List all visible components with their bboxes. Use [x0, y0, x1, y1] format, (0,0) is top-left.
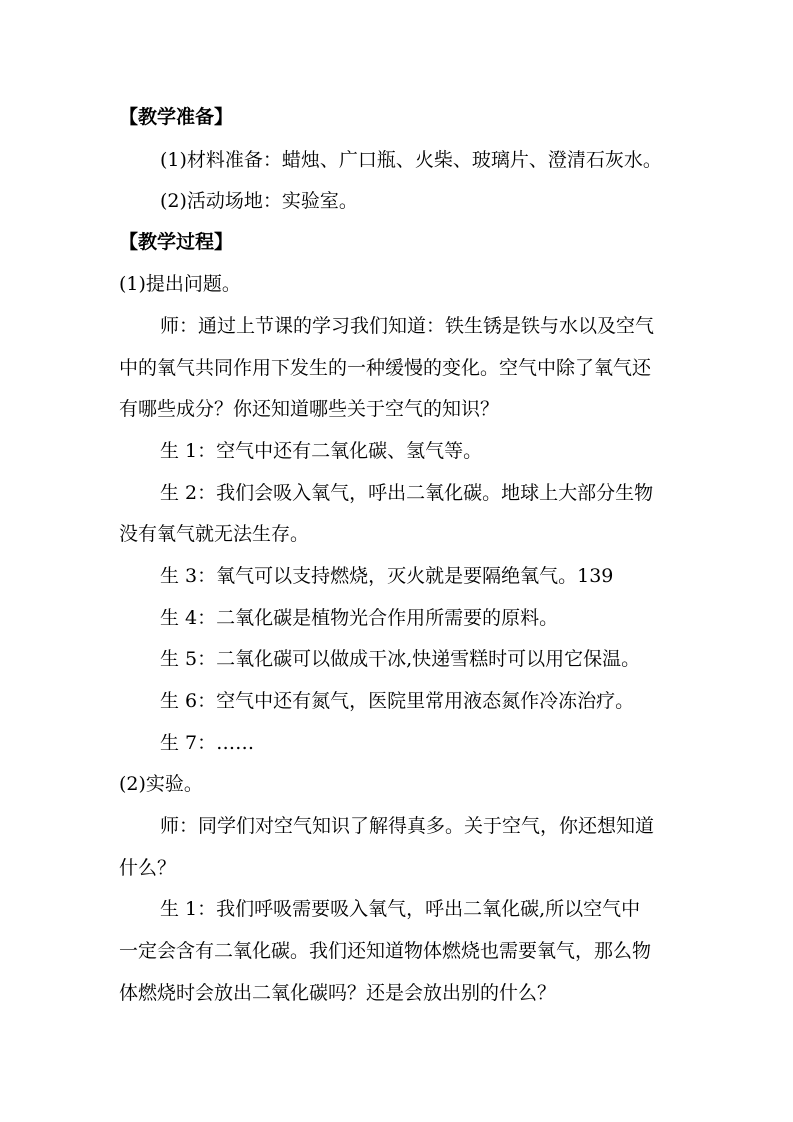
step-heading-2: (2)实验。 [119, 773, 203, 795]
section-heading-preparation: 【教学准备】 [119, 106, 234, 128]
student-answer-5: 生 5：二氧化碳可以做成干冰,快递雪糕时可以用它保温。 [160, 648, 641, 670]
prep-materials-item: (1)材料准备：蜡烛、广口瓶、火柴、玻璃片、澄清石灰水。 [160, 149, 662, 171]
student-answer-2-line: 没有氧气就无法生存。 [119, 523, 310, 545]
section-heading-process: 【教学过程】 [119, 231, 234, 253]
student-answer-1b-line: 一定会含有二氧化碳。我们还知道物体燃烧也需要氧气，那么物 [119, 940, 652, 962]
student-answer-4: 生 4：二氧化碳是植物光合作用所需要的原料。 [160, 607, 559, 629]
teacher-paragraph-1-line: 师：通过上节课的学习我们知道：铁生锈是铁与水以及空气 [160, 315, 655, 337]
student-answer-6: 生 6：空气中还有氮气，医院里常用液态氮作冷冻治疗。 [160, 690, 635, 712]
student-answer-1b-line: 体燃烧时会放出二氧化碳吗？还是会放出别的什么？ [119, 982, 557, 1004]
teacher-paragraph-1-line: 中的氧气共同作用下发生的一种缓慢的变化。空气中除了氧气还 [119, 357, 652, 379]
step-heading-1: (1)提出问题。 [119, 273, 241, 295]
teacher-paragraph-2-line: 师：同学们对空气知识了解得真多。关于空气，你还想知道 [160, 815, 655, 837]
student-answer-7: 生 7：…… [160, 732, 255, 754]
prep-venue-item: (2)活动场地：实验室。 [160, 190, 358, 212]
teacher-paragraph-2-line: 什么？ [119, 857, 177, 879]
student-answer-2-line: 生 2：我们会吸入氧气，呼出二氧化碳。地球上大部分生物 [160, 482, 654, 504]
student-answer-1b-line: 生 1：我们呼吸需要吸入氧气，呼出二氧化碳,所以空气中 [160, 898, 641, 920]
student-answer-3: 生 3：氧气可以支持燃烧，灭火就是要隔绝氧气。139 [160, 565, 614, 587]
student-answer-1: 生 1：空气中还有二氧化碳、氢气等。 [160, 440, 483, 462]
teacher-paragraph-1-line: 有哪些成分？你还知道哪些关于空气的知识？ [119, 398, 500, 420]
